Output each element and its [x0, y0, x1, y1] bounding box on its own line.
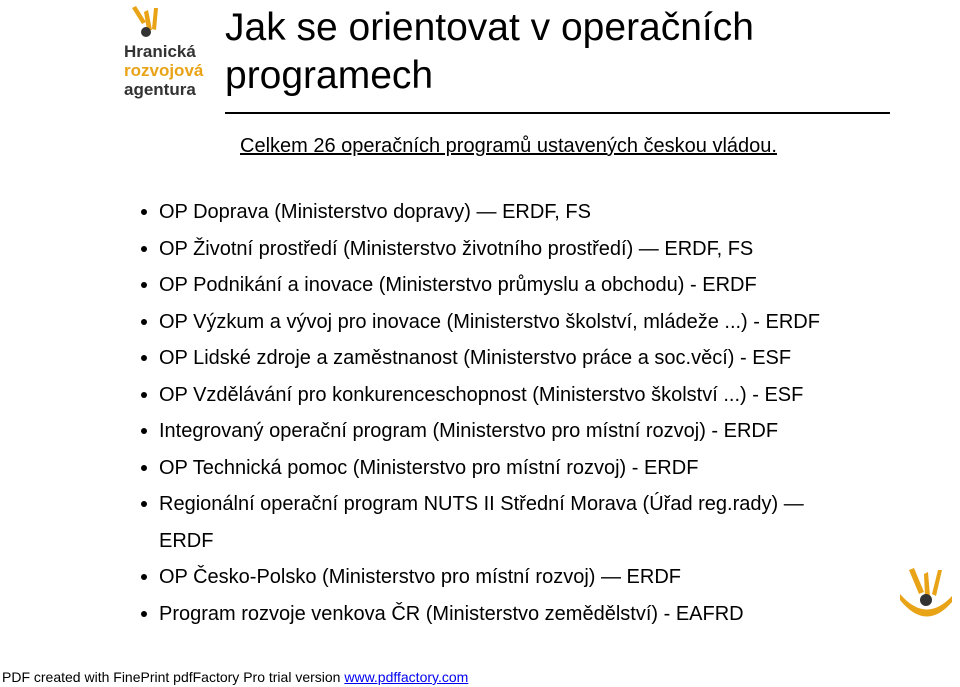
- title-divider: [225, 112, 890, 114]
- list-item: OP Vzdělávání pro konkurenceschopnost (Ministerstvo školství ...) - ESF: [137, 377, 917, 414]
- list-item-line: Regionální operační program NUTS II Střední Morava (Úřad reg.rady) —: [159, 493, 804, 515]
- logo-mark-icon: [132, 6, 158, 37]
- list-item: OP Lidské zdroje a zaměstnanost (Ministerstvo práce a soc.věcí) - ESF: [137, 340, 917, 377]
- logo-mark-icon: [900, 568, 952, 617]
- list-item-line: ERDF: [159, 529, 214, 552]
- list-item: [137, 486, 919, 559]
- list-item: OP Doprava (Ministerstvo dopravy) — ERDF, FS: [137, 194, 917, 231]
- program-list: [137, 194, 917, 632]
- list-item: Integrovaný operační program (Ministerstvo pro místní rozvoj) - ERDF: [137, 413, 917, 450]
- list-item: OP Životní prostředí (Ministerstvo životního prostředí) — ERDF, FS: [137, 231, 917, 268]
- pdf-footer: [0, 667, 960, 687]
- page-title: Jak se orientovat v operačních programech: [225, 6, 754, 97]
- subtitle: Celkem 26 operačních programů ustavených českou vládou.: [240, 135, 777, 157]
- footer-link[interactable]: www.pdffactory.com: [344, 669, 469, 685]
- list-item: OP Výzkum a vývoj pro inovace (Ministerstvo školství, mládeže ...) - ERDF: [137, 304, 917, 341]
- list-item: Program rozvoje venkova ČR (Ministerstvo zemědělství) - EAFRD: [137, 596, 917, 633]
- footer-text: PDF created with FinePrint pdfFactory Pro trial version: [2, 669, 345, 685]
- list-item: OP Podnikání a inovace (Ministerstvo průmyslu a obchodu) - ERDF: [137, 267, 917, 304]
- logo-line1: Hranická: [124, 42, 196, 61]
- hranicka-logo-small: [894, 566, 958, 636]
- list-item: OP Česko-Polsko (Ministerstvo pro místní rozvoj) — ERDF: [137, 559, 917, 596]
- logo-line3: agentura: [124, 80, 196, 99]
- hranicka-logo: [118, 2, 210, 102]
- list-item: OP Technická pomoc (Ministerstvo pro místní rozvoj) - ERDF: [137, 450, 917, 487]
- logo-line2: rozvojová: [124, 61, 204, 80]
